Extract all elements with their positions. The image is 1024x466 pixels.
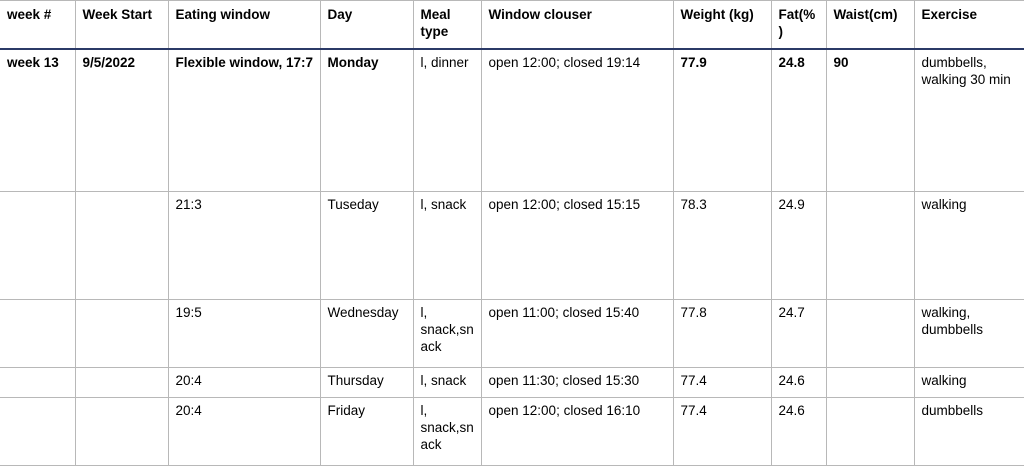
column-header-waist: Waist(cm) — [826, 1, 914, 49]
cell-week-start — [75, 299, 168, 367]
column-header-week-start: Week Start — [75, 1, 168, 49]
cell-fat: 24.7 — [771, 299, 826, 367]
table-row — [0, 49, 1024, 192]
table-row — [0, 367, 1024, 397]
cell-week-start — [75, 397, 168, 465]
cell-eating-window: 20:4 — [168, 397, 320, 465]
cell-week — [0, 367, 75, 397]
cell-window-closure: open 12:00; closed 16:10 — [481, 397, 673, 465]
cell-week — [0, 191, 75, 299]
table-row — [0, 397, 1024, 465]
cell-week-start: 9/5/2022 — [75, 49, 168, 192]
cell-day: Tuseday — [320, 191, 413, 299]
cell-exercise: walking — [914, 367, 1024, 397]
cell-meal-type: l, snack — [413, 367, 481, 397]
column-header-day: Day — [320, 1, 413, 49]
cell-fat: 24.8 — [771, 49, 826, 192]
column-header-fat: Fat(%) — [771, 1, 826, 49]
cell-week-start — [75, 191, 168, 299]
cell-day: Monday — [320, 49, 413, 192]
cell-fat: 24.6 — [771, 397, 826, 465]
cell-week-start — [75, 367, 168, 397]
cell-week — [0, 397, 75, 465]
cell-exercise: walking, dumbbells — [914, 299, 1024, 367]
cell-eating-window: 20:4 — [168, 367, 320, 397]
cell-week — [0, 299, 75, 367]
cell-eating-window: 19:5 — [168, 299, 320, 367]
column-header-week: week # — [0, 1, 75, 49]
cell-day: Thursday — [320, 367, 413, 397]
cell-week: week 13 — [0, 49, 75, 192]
cell-weight: 77.4 — [673, 367, 771, 397]
table-header-row — [0, 1, 1024, 49]
cell-weight: 77.4 — [673, 397, 771, 465]
cell-eating-window: Flexible window, 17:7 — [168, 49, 320, 192]
column-header-weight: Weight (kg) — [673, 1, 771, 49]
cell-weight: 77.9 — [673, 49, 771, 192]
cell-weight: 77.8 — [673, 299, 771, 367]
column-header-eating-window: Eating window — [168, 1, 320, 49]
cell-waist — [826, 397, 914, 465]
cell-eating-window: 21:3 — [168, 191, 320, 299]
cell-meal-type: l, snack,snack — [413, 397, 481, 465]
cell-waist — [826, 367, 914, 397]
table-header — [0, 1, 1024, 49]
cell-waist — [826, 191, 914, 299]
column-header-exercise: Exercise — [914, 1, 1024, 49]
cell-fat: 24.6 — [771, 367, 826, 397]
table-row — [0, 299, 1024, 367]
cell-window-closure: open 12:00; closed 15:15 — [481, 191, 673, 299]
cell-meal-type: l, snack,snack — [413, 299, 481, 367]
cell-exercise: dumbbells, walking 30 min — [914, 49, 1024, 192]
cell-meal-type: l, snack — [413, 191, 481, 299]
cell-exercise: walking — [914, 191, 1024, 299]
column-header-meal-type: Meal type — [413, 1, 481, 49]
table-body — [0, 49, 1024, 466]
cell-waist: 90 — [826, 49, 914, 192]
cell-day: Friday — [320, 397, 413, 465]
cell-window-closure: open 11:30; closed 15:30 — [481, 367, 673, 397]
table-row — [0, 191, 1024, 299]
cell-meal-type: l, dinner — [413, 49, 481, 192]
cell-window-closure: open 12:00; closed 19:14 — [481, 49, 673, 192]
cell-day: Wednesday — [320, 299, 413, 367]
cell-weight: 78.3 — [673, 191, 771, 299]
cell-waist — [826, 299, 914, 367]
column-header-window-closure: Window clouser — [481, 1, 673, 49]
cell-fat: 24.9 — [771, 191, 826, 299]
cell-window-closure: open 11:00; closed 15:40 — [481, 299, 673, 367]
cell-exercise: dumbbells — [914, 397, 1024, 465]
